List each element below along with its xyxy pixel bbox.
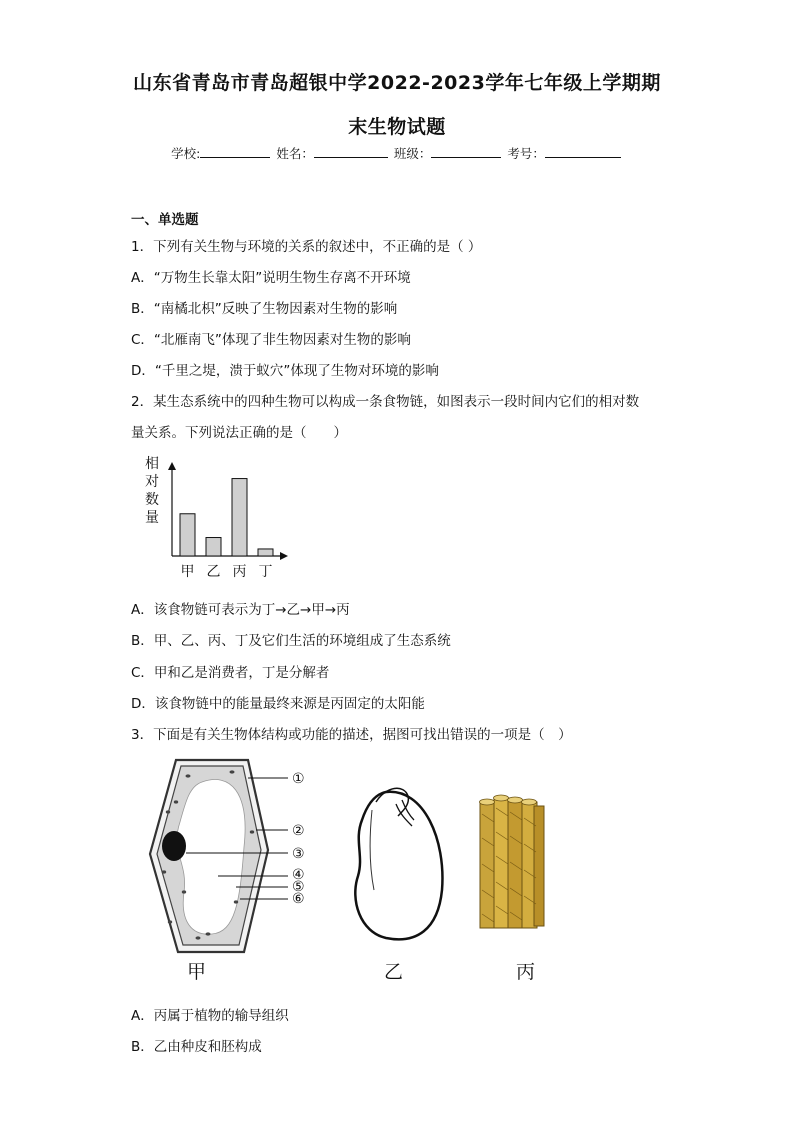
caption-yi: 乙 bbox=[384, 961, 404, 983]
vacuole bbox=[177, 780, 245, 935]
x-tick-label: 乙 bbox=[206, 564, 221, 580]
vessel-tissue-diagram bbox=[470, 794, 560, 984]
q3-option-a: A．丙属于植物的输导组织 bbox=[131, 1008, 289, 1024]
y-axis-label-char: 量 bbox=[145, 510, 159, 526]
plant-cell-diagram bbox=[140, 752, 340, 984]
exam-title-line2: 末生物试题 bbox=[348, 116, 446, 138]
label-5: ⑤ bbox=[292, 879, 305, 895]
q2-option-d: D．该食物链中的能量最终来源是丙固定的太阳能 bbox=[131, 696, 425, 712]
name-label: 姓名： bbox=[276, 146, 314, 161]
nucleus bbox=[162, 831, 186, 861]
q1-option-a: A．“万物生长靠太阳”说明生物生存离不开环境 bbox=[131, 270, 411, 286]
bean-seed-diagram bbox=[346, 780, 456, 984]
q1-stem: 1．下列有关生物与环境的关系的叙述中，不正确的是（ ） bbox=[131, 239, 482, 255]
q2-option-c: C．甲和乙是消费者，丁是分解者 bbox=[131, 665, 330, 681]
q2-option-b: B．甲、乙、丙、丁及它们生活的环境组成了生态系统 bbox=[131, 633, 451, 649]
y-axis-arrow bbox=[168, 462, 176, 470]
exam-title-line1: 山东省青岛市青岛超银中学2022-2023学年七年级上学期期 bbox=[133, 72, 661, 94]
label-6: ⑥ bbox=[292, 891, 305, 907]
school-blank[interactable] bbox=[200, 145, 270, 158]
relative-quantity-bar-chart bbox=[138, 450, 298, 586]
q1-option-d: D．“千里之堤，溃于蚁穴”体现了生物对环境的影响 bbox=[131, 363, 439, 379]
bar-丙 bbox=[232, 479, 247, 556]
x-axis-arrow bbox=[280, 552, 288, 560]
bar-丁 bbox=[258, 549, 273, 556]
q3-option-b: B．乙由种皮和胚构成 bbox=[131, 1039, 262, 1055]
seed-coat bbox=[355, 792, 442, 940]
vessel-tubes bbox=[480, 795, 545, 928]
q3-stem: 3．下面是有关生物体结构或功能的描述，据图可找出错误的一项是（ ） bbox=[131, 727, 572, 743]
section-heading: 一、单选题 bbox=[131, 212, 199, 228]
bar-乙 bbox=[206, 538, 221, 556]
x-tick-label: 甲 bbox=[180, 564, 195, 580]
label-3: ③ bbox=[292, 846, 305, 862]
label-2: ② bbox=[292, 823, 305, 839]
class-blank[interactable] bbox=[431, 145, 501, 158]
number-blank[interactable] bbox=[545, 145, 621, 158]
bar-甲 bbox=[180, 514, 195, 556]
q1-option-b: B．“南橘北枳”反映了生物因素对生物的影响 bbox=[131, 301, 398, 317]
q2-stem-line1: 2．某生态系统中的四种生物可以构成一条食物链，如图表示一段时间内它们的相对数 bbox=[131, 394, 640, 410]
y-axis-label-char: 对 bbox=[145, 474, 159, 490]
x-tick-label: 丙 bbox=[232, 564, 247, 580]
y-axis-label-char: 数 bbox=[145, 492, 159, 508]
number-label: 考号： bbox=[507, 146, 545, 161]
caption-jia: 甲 bbox=[187, 961, 207, 983]
class-label: 班级： bbox=[393, 146, 432, 161]
name-blank[interactable] bbox=[314, 145, 388, 158]
x-tick-label: 丁 bbox=[258, 564, 273, 580]
label-4: ④ bbox=[292, 867, 305, 883]
label-1: ① bbox=[292, 771, 305, 787]
school-label: 学校: bbox=[171, 146, 201, 161]
q1-option-c: C．“北雁南飞”体现了非生物因素对生物的影响 bbox=[131, 332, 411, 348]
q2-option-a: A．该食物链可表示为丁→乙→甲→丙 bbox=[131, 602, 350, 618]
y-axis-label-char: 相 bbox=[145, 456, 159, 472]
caption-bing: 丙 bbox=[516, 961, 536, 983]
student-info-row bbox=[0, 144, 794, 162]
q2-stem-line2: 量关系。下列说法正确的是（ ） bbox=[131, 425, 347, 441]
